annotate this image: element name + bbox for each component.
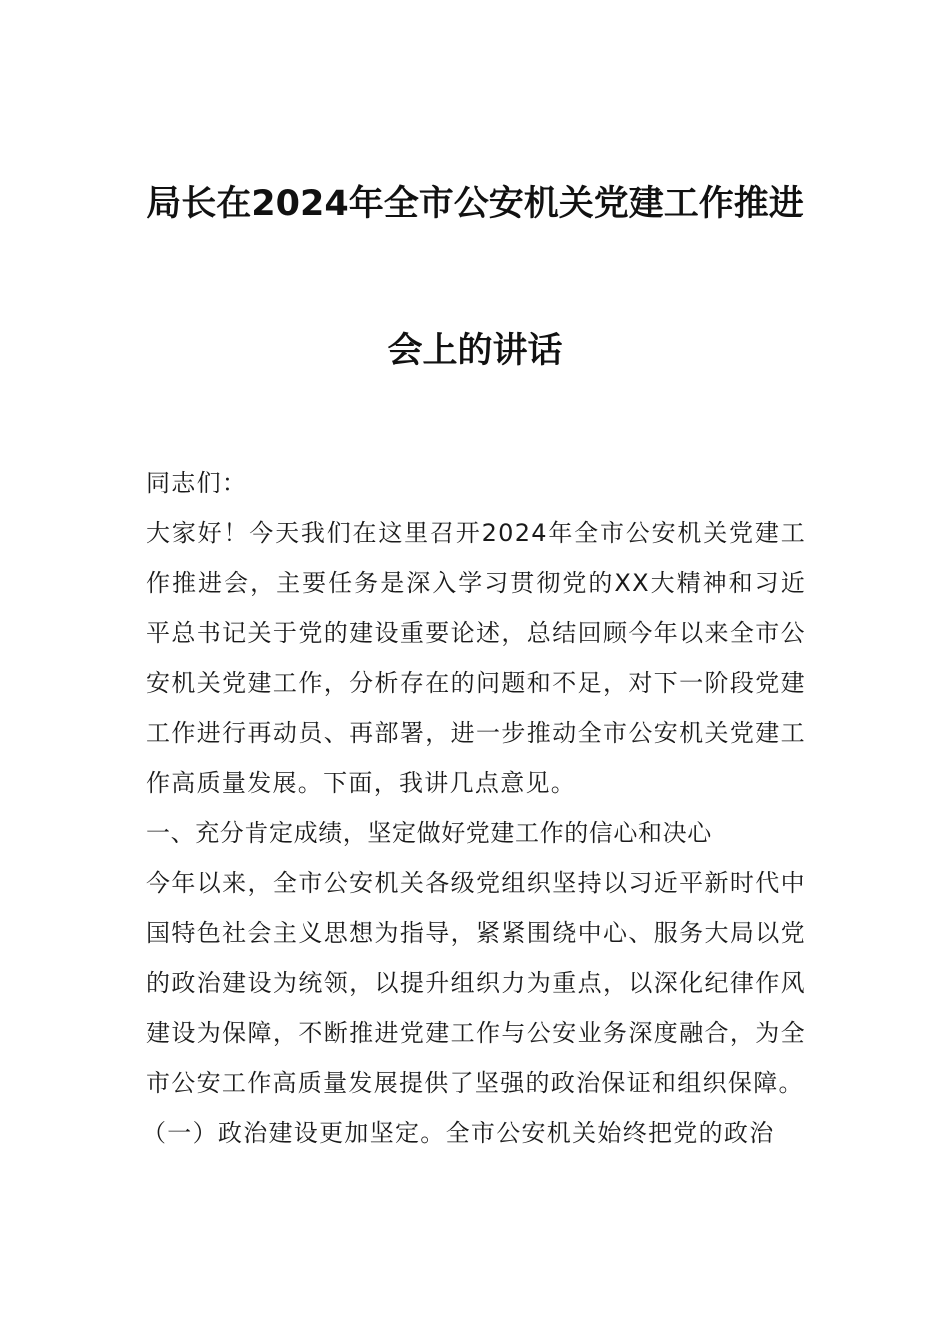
document-title-line-1: 局长在2024年全市公安机关党建工作推进 <box>146 184 804 224</box>
section-heading-1: 一、充分肯定成绩，坚定做好党建工作的信心和决心 <box>146 819 712 847</box>
paragraph-opening: 大家好！今天我们在这里召开2024年全市公安机关党建工作推进会，主要任务是深入学习贯彻党的XX大精神和习近平总书记关于党的建设重要论述，总结回顾今年以来全市公安机关党建工作，分析存在的问题和不足，对下一阶段党建工作进行再动员、再部署，进一步推动全市公安机关党建工作高质量发展。下面，我讲几点意见。 <box>146 519 806 797</box>
subsection-heading-1: （一）政治建设更加坚定。全市公安机关始终把党的政治 <box>142 1119 775 1147</box>
salutation: 同志们： <box>146 469 248 497</box>
document-title-line-2: 会上的讲话 <box>387 331 563 371</box>
paragraph-achievements: 今年以来，全市公安机关各级党组织坚持以习近平新时代中国特色社会主义思想为指导，紧紧围绕中心、服务大局以党的政治建设为统领，以提升组织力为重点，以深化纪律作风建设为保障，不断推进党建工作与公安业务深度融合，为全市公安工作高质量发展提供了坚强的政治保证和组织保障。 <box>146 869 806 1097</box>
document-body <box>142 458 806 1158</box>
